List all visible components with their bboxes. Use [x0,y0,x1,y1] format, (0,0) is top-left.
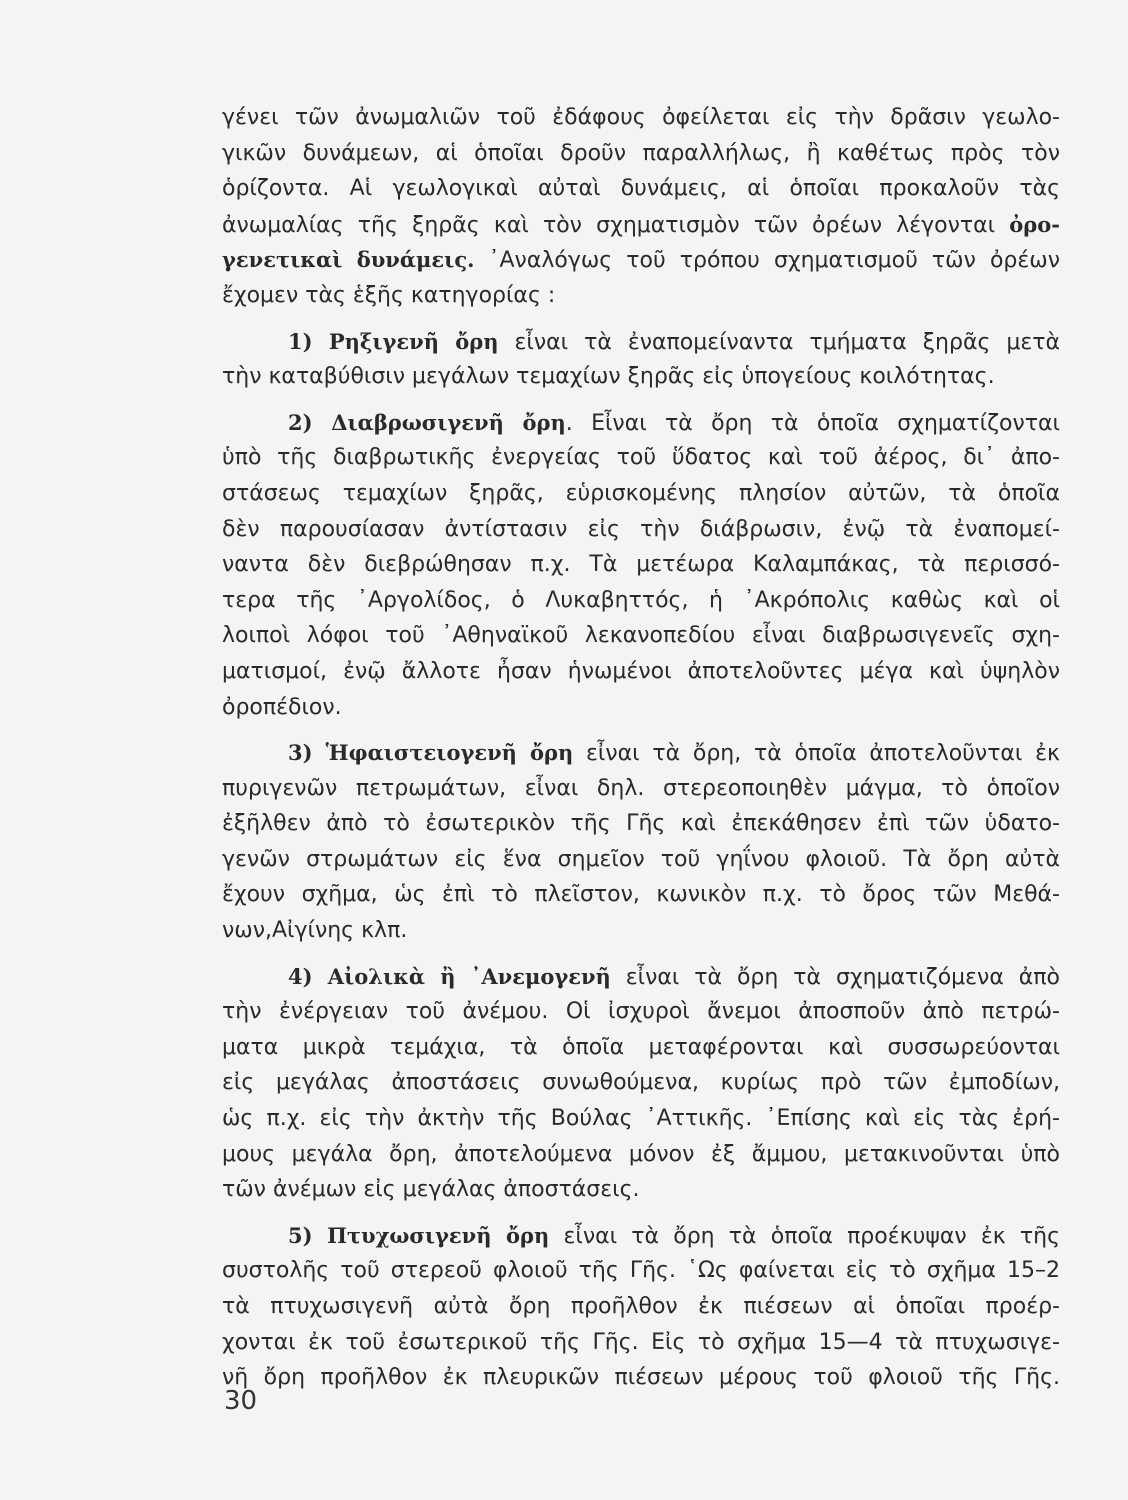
paragraph-gap [222,949,1060,959]
text-segment: ἔχουν σχῆμα, ὡς ἐπὶ τὸ πλεῖστον, κωνικὸν π.χ. τὸ ὄρος τῶν Μεθά- [222,882,1060,908]
text-segment: ὀροπέδιον. [222,694,342,720]
text-segment: χονται ἐκ τοῦ ἐσωτερικοῦ τῆς Γῆς. Εἰς τὸ σχῆμα 15—4 τὰ πτυχωσιγε- [222,1329,1060,1355]
text-segment: μους μεγάλα ὄρη, ἀποτελούμενα μόνον ἐξ ἄμμου, μετακινοῦνται ὑπὸ [222,1141,1060,1167]
text-line [222,1137,1060,1173]
text-segment: ᾿Αναλόγως τοῦ τρόπου σχηματισμοῦ τῶν ὀρέων [474,248,1060,274]
text-segment: συστολῆς τοῦ στερεοῦ φλοιοῦ τῆς Γῆς. ῾Ως φαίνεται εἰς τὸ σχῆμα 15–2 [222,1258,1060,1284]
text-line [222,842,1060,878]
text-line [222,1289,1060,1325]
text-segment: ἀνωμαλίας τῆς ξηρᾶς καὶ τὸν σχηματισμὸν τῶν ὀρέων λέγονται [222,212,1010,238]
text-line [222,1101,1060,1137]
text-line [222,994,1060,1030]
text-line [222,100,1060,136]
paragraph-gap [222,1208,1060,1218]
paragraph-gap [222,314,1060,324]
text-line [222,771,1060,807]
bold-term: 4) Αἰολικὰ ἢ ᾿Ανεμογενῆ [288,963,611,989]
text-segment: λοιποὶ λόφοι τοῦ ᾿Αθηναϊκοῦ λεκανοπεδίου εἶναι διαβρωσιγενεῖς σχη- [222,623,1060,649]
text-segment: γενῶν στρωμάτων εἰς ἕνα σημεῖον τοῦ γηΐνου φλοιοῦ. Τὰ ὄρη αὐτὰ [222,846,1060,872]
text-line [222,171,1060,207]
text-segment: τὴν ἐνέργειαν τοῦ ἀνέμου. Οἱ ἰσχυροὶ ἄνεμοι ἀποσποῦν ἀπὸ πετρώ- [222,999,1060,1025]
page-number: 30 [224,1386,258,1416]
text-line [222,583,1060,619]
text-segment: γένει τῶν ἀνωμαλιῶν τοῦ ἐδάφους ὀφείλεται εἰς τὴν δρᾶσιν γεωλο- [222,105,1060,130]
text-segment: τὰ πτυχωσιγενῆ αὐτὰ ὄρη προῆλθον ἐκ πιέσεων αἱ ὁποῖαι προέρ- [222,1294,1060,1319]
text-line [222,1325,1060,1361]
text-segment: νων,Αἰγίνης κλπ. [222,918,408,944]
text-line [222,476,1060,512]
text-line [222,654,1060,690]
text-line [222,1065,1060,1101]
text-segment: ὑπὸ τῆς διαβρωτικῆς ἐνεργείας τοῦ ὕδατος καὶ τοῦ ἀέρος, δι᾿ ἀπο- [222,445,1060,471]
bold-term: ὀρο- [1009,211,1060,237]
text-segment: ματα μικρὰ τεμάχια, τὰ ὁποῖα μεταφέρονται καὶ συσσωρεύονται [222,1034,1060,1060]
bold-term: 1) Ρηξιγενῆ ὄρη [288,328,499,354]
text-segment: εἶναι τὰ ὄρη τὰ σχηματιζόμενα ἀπὸ [610,964,1060,990]
text-line [222,959,1060,995]
text-line [222,806,1060,842]
text-line [222,1253,1060,1289]
text-segment: εἶναι τὰ ὄρη τὰ ὁποῖα προέκυψαν ἐκ τῆς [549,1223,1060,1249]
text-line [222,877,1060,913]
text-segment: ματισμοί, ἐνῷ ἄλλοτε ἦσαν ἡνωμένοι ἀποτελοῦντες μέγα καὶ ὑψηλὸν [222,658,1060,684]
text-segment: γικῶν δυνάμεων, αἱ ὁποῖαι δροῦν παραλλήλως, ἢ καθέτως πρὸς τὸν [222,140,1060,166]
text-line [222,207,1060,243]
text-segment: τὴν καταβύθισιν μεγάλων τεμαχίων ξηρᾶς εἰς ὑπογείους κοιλότητας. [222,364,995,390]
text-line [222,1030,1060,1066]
bold-term: γενετικαὶ δυνάμεις. [222,247,475,273]
text-segment: εἶναι τὰ ὄρη, τὰ ὁποῖα ἀποτελοῦνται ἐκ [573,741,1060,767]
text-line [222,690,1060,726]
text-line [222,618,1060,654]
paragraph-gap [222,395,1060,405]
text-segment: ὁρίζοντα. Αἱ γεωλογικαὶ αὐταὶ δυνάμεις, αἱ ὁποῖαι προκαλοῦν τὰς [222,176,1060,202]
text-segment: ὡς π.χ. εἰς τὴν ἀκτὴν τῆς Βούλας ᾿Αττικῆς. ᾿Επίσης καὶ εἰς τὰς ἐρή- [222,1106,1060,1132]
text-segment: ἐξῆλθεν ἀπὸ τὸ ἐσωτερικὸν τῆς Γῆς καὶ ἐπεκάθησεν ἐπὶ τῶν ὑδατο- [222,811,1060,837]
text-segment: τερα τῆς ᾿Αργολίδος, ὁ Λυκαβηττός, ἡ ᾿Ακρόπολις καθὼς καὶ οἱ [222,587,1060,613]
text-line [222,913,1060,949]
bold-term: 5) Πτυχωσιγενῆ ὄρη [288,1222,550,1248]
text-segment: πυριγενῶν πετρωμάτων, εἶναι δηλ. στερεοποιηθὲν μάγμα, τὸ ὁποῖον [222,775,1060,801]
text-line [222,324,1060,360]
text-line [222,512,1060,548]
text-segment: στάσεως τεμαχίων ξηρᾶς, εὑρισκομένης πλησίον αὐτῶν, τὰ ὁποῖα [222,480,1060,506]
text-line [222,735,1060,771]
text-line [222,1172,1060,1208]
body-text [222,100,1060,1396]
text-segment: . Εἶναι τὰ ὄρη τὰ ὁποῖα σχηματίζονται [565,410,1060,436]
text-segment: νῆ ὄρη προῆλθον ἐκ πλευρικῶν πιέσεων μέρους τοῦ φλοιοῦ τῆς Γῆς. [222,1365,1060,1391]
text-line [222,547,1060,583]
text-segment: δὲν παρουσίασαν ἀντίστασιν εἰς τὴν διάβρωσιν, ἐνῷ τὰ ἐναπομεί- [222,516,1060,542]
bold-term: 3) Ἡφαιστειογενῆ ὄρη [288,740,574,766]
text-line [222,359,1060,395]
text-line [222,136,1060,172]
text-line [222,1360,1060,1396]
text-segment: ἔχομεν τὰς ἑξῆς κατηγορίας : [222,282,556,308]
paragraph-gap [222,725,1060,735]
text-segment: εἶναι τὰ ἐναπομείναντα τμήματα ξηρᾶς μετὰ [498,329,1060,355]
text-line [222,1218,1060,1254]
text-line [222,405,1060,441]
text-line [222,242,1060,278]
text-line [222,278,1060,314]
text-segment: ναντα δὲν διεβρώθησαν π.χ. Τὰ μετέωρα Καλαμπάκας, τὰ περισσό- [222,552,1060,578]
bold-term: 2) Διαβρωσιγενῆ ὄρη [288,409,566,435]
text-segment: τῶν ἀνέμων εἰς μεγάλας ἀποστάσεις. [222,1177,640,1203]
text-segment: εἰς μεγάλας ἀποστάσεις συνωθούμενα, κυρίως πρὸ τῶν ἐμποδίων, [222,1070,1060,1096]
text-line [222,440,1060,476]
